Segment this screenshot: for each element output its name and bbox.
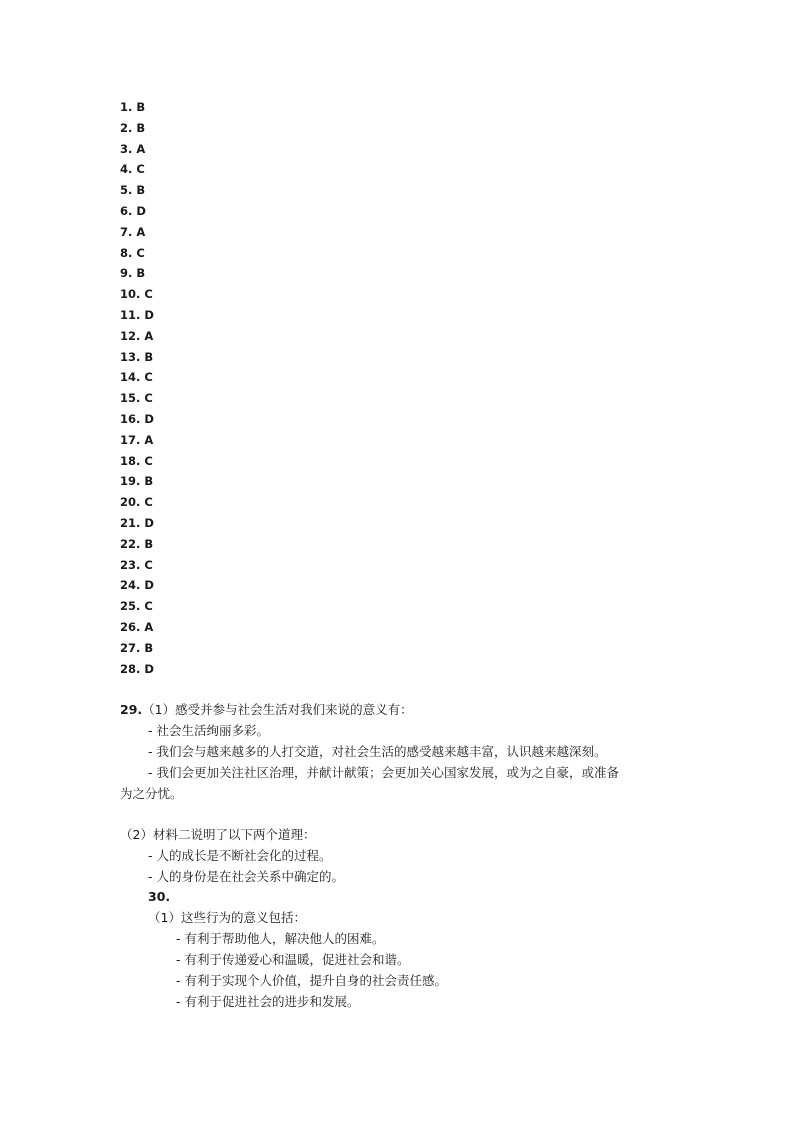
q29-heading-line bbox=[120, 700, 413, 720]
answer-item: 10. C bbox=[120, 287, 153, 302]
q30-number: 30. bbox=[148, 889, 171, 904]
answer-item: 1. B bbox=[120, 100, 146, 114]
answer-item: 27. B bbox=[120, 640, 154, 655]
answer-item: 24. D bbox=[120, 578, 154, 593]
answer-item: 25. C bbox=[120, 599, 153, 614]
answer-item: 12. A bbox=[120, 328, 154, 343]
answer-item: 5. B bbox=[120, 183, 146, 198]
answer-item: 18. C bbox=[120, 453, 153, 468]
q29-part1-item-continued: 为之分忧。 bbox=[120, 786, 183, 801]
answer-item: 19. B bbox=[120, 474, 154, 489]
answer-item: 9. B bbox=[120, 266, 146, 281]
q29-number: 29. bbox=[120, 702, 143, 717]
answer-item: 26. A bbox=[120, 619, 154, 634]
answer-item: 14. C bbox=[120, 370, 153, 385]
answer-item: 13. B bbox=[120, 349, 154, 364]
q30-part1-item: - 有利于促进社会的进步和发展。 bbox=[176, 994, 360, 1009]
answer-item: 7. A bbox=[120, 224, 146, 239]
answer-item: 2. B bbox=[120, 120, 146, 135]
answer-item: 16. D bbox=[120, 411, 154, 426]
answer-item: 28. D bbox=[120, 661, 154, 676]
q29-part1-item: - 我们会更加关注社区治理，并献计献策；会更加关心国家发展，或为之自豪，或准备 bbox=[148, 765, 619, 780]
answer-item: 21. D bbox=[120, 515, 154, 530]
q29-part1-item: - 社会生活绚丽多彩。 bbox=[148, 723, 269, 738]
q30-part1-item: - 有利于传递爱心和温暖，促进社会和谐。 bbox=[176, 952, 410, 967]
answer-item: 3. A bbox=[120, 141, 146, 156]
q30-part1-heading: （1）这些行为的意义包括： bbox=[148, 910, 306, 925]
answer-key-list bbox=[120, 97, 154, 679]
answer-item: 15. C bbox=[120, 391, 153, 406]
answer-item: 23. C bbox=[120, 557, 153, 572]
q30-part1-item: - 有利于实现个人价值，提升自身的社会责任感。 bbox=[176, 973, 447, 988]
q29-part1-item: - 我们会与越来越多的人打交道，对社会生活的感受越来越丰富，认识越来越深刻。 bbox=[148, 744, 607, 759]
q29-part2-item: - 人的身份是在社会关系中确定的。 bbox=[148, 869, 344, 884]
q30-part1-item: - 有利于帮助他人，解决他人的困难。 bbox=[176, 931, 385, 946]
answer-item: 22. B bbox=[120, 536, 154, 551]
answer-item: 4. C bbox=[120, 162, 145, 177]
answer-item: 8. C bbox=[120, 245, 145, 260]
answer-item: 20. C bbox=[120, 495, 153, 510]
q29-part2-item: - 人的成长是不断社会化的过程。 bbox=[148, 848, 332, 863]
answer-item: 17. A bbox=[120, 432, 154, 447]
answer-item: 6. D bbox=[120, 203, 146, 218]
answer-item: 11. D bbox=[120, 307, 154, 322]
q29-part1-heading: （1）感受并参与社会生活对我们来说的意义有： bbox=[142, 702, 413, 717]
q29-part2-heading: （2）材料二说明了以下两个道理： bbox=[120, 827, 316, 842]
